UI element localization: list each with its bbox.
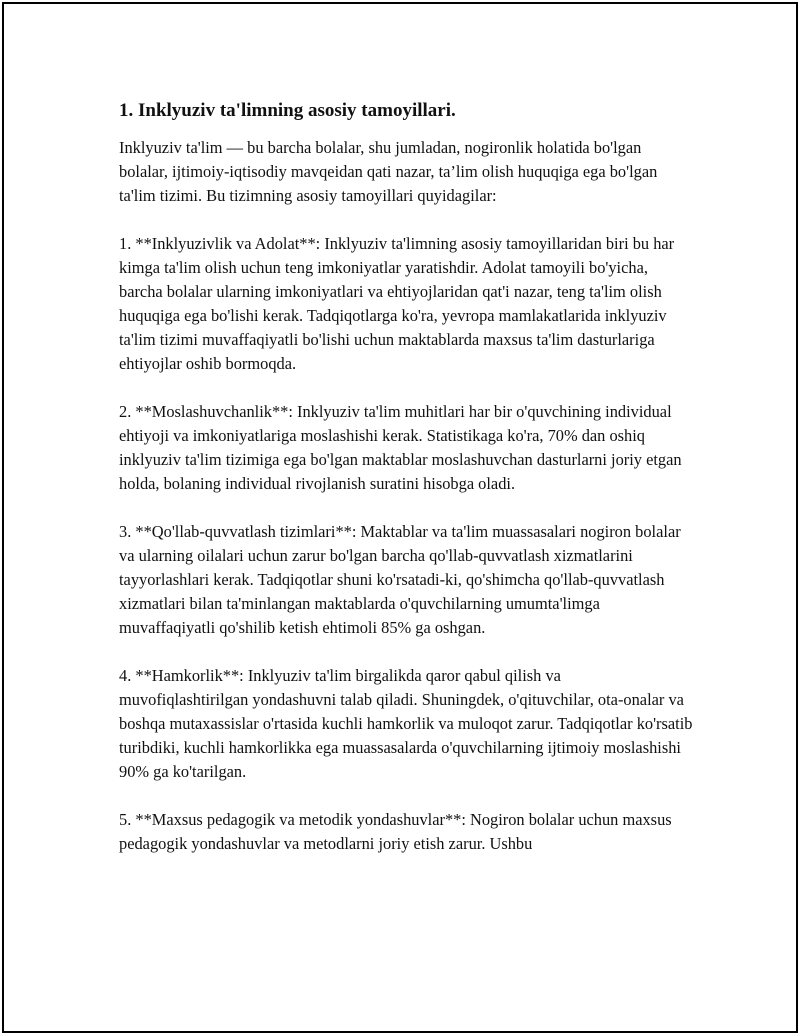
document-page (2, 2, 798, 1033)
document-content (119, 98, 694, 880)
principle-support-paragraph: 3. **Qo'llab-quvvatlash tizimlari**: Maktablar va ta'lim muassasalari nogiron bolalar va ularning oilalari uchun zarur bo'lgan barcha qo'llab-quvvatlash xizmatlarini tayyorlashlari kerak. Tadqiqotlar shuni ko'rsatadi-ki, qo'shimcha qo'llab-quvvatlash xizmatlari bilan ta'minlangan maktablarda o'quvchilarning umumta'limga muvaffaqiyatli qo'shilib ketish ehtimoli 85% ga oshgan. (119, 522, 681, 637)
section-heading: 1. Inklyuziv ta'limning asosiy tamoyillari. (119, 100, 456, 121)
principle-inclusivity-paragraph: 1. **Inklyuzivlik va Adolat**: Inklyuziv ta'limning asosiy tamoyillaridan biri bu har kimga ta'lim olish uchun teng imkoniyatlar yaratishdir. Adolat tamoyili bo'yicha, barcha bolalar ularning imkoniyatlari va ehtiyojlaridan qat'i nazar, teng ta'lim olish huquqiga ega bo'lishi kerak. Tadqiqotlarga ko'ra, yevropa mamlakatlarida inklyuziv ta'lim tizimi muvaffaqiyatli bo'lishi uchun maktablarda maxsus ta'lim dasturlariga ehtiyojlar oshib bormoqda. (119, 234, 675, 373)
intro-paragraph: Inklyuziv ta'lim — bu barcha bolalar, shu jumladan, nogironlik holatida bo'lgan bolalar, ijtimoiy-iqtisodiy mavqeidan qati nazar, ta’lim olish huquqiga ega bo'lgan ta'lim tizimi. Bu tizimning asosiy tamoyillari quyidagilar: (119, 138, 658, 205)
principle-flexibility-paragraph: 2. **Moslashuvchanlik**: Inklyuziv ta'lim muhitlari har bir o'quvchining individual ehtiyoji va imkoniyatlariga moslashishi kerak. Statistikaga ko'ra, 70% dan oshiq inklyuziv ta'lim tizimiga ega bo'lgan maktablar moslashuvchan dasturlarni joriy etgan holda, bolaning individual rivojlanish suratini hisobga oladi. (119, 402, 682, 493)
principle-cooperation-paragraph: 4. **Hamkorlik**: Inklyuziv ta'lim birgalikda qaror qabul qilish va muvofiqlashtirilgan yondashuvni talab qiladi. Shuningdek, o'qituvchilar, ota-onalar va boshqa mutaxassislar o'rtasida kuchli hamkorlik va muloqot zarur. Tadqiqotlar ko'rsatib turibdiki, kuchli hamkorlikka ega muassasalarda o'quvchilarning ijtimoiy moslashishi 90% ga ko'tarilgan. (119, 666, 693, 781)
principle-pedagogy-paragraph: 5. **Maxsus pedagogik va metodik yondashuvlar**: Nogiron bolalar uchun maxsus pedagogik yondashuvlar va metodlarni joriy etish zarur. Ushbu (119, 810, 672, 853)
